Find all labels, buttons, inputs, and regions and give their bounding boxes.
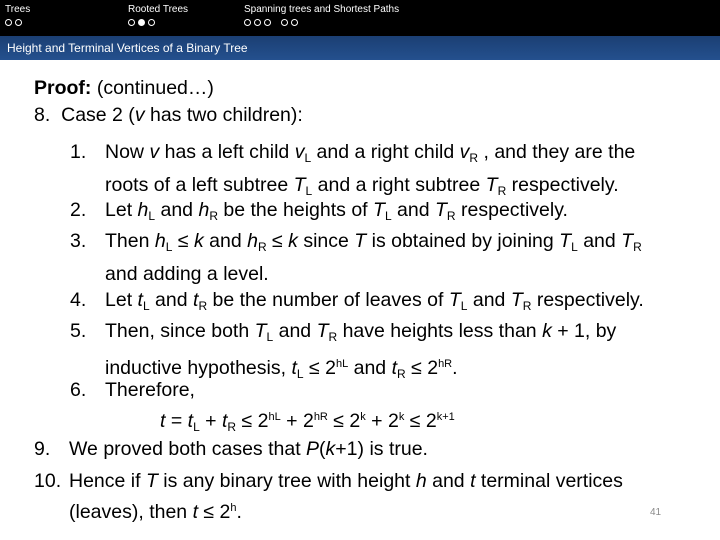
proof-continued: (continued…) — [96, 77, 214, 99]
text: is obtained by joining — [366, 230, 560, 252]
subscript: L — [571, 240, 578, 254]
subscript: R — [633, 240, 642, 254]
superscript: k — [398, 411, 405, 423]
text: + — [199, 410, 222, 432]
math-var: t — [160, 410, 166, 432]
nav-dot[interactable] — [291, 19, 298, 26]
step-number: 1. — [70, 141, 87, 163]
text: be the heights of — [217, 199, 374, 221]
math-var: t — [222, 410, 228, 432]
sub-step-text — [105, 197, 568, 230]
text: and — [391, 199, 435, 221]
math-var: v — [459, 141, 470, 163]
text: (leaves), then — [69, 500, 193, 523]
math-var: T — [373, 199, 385, 221]
math-var: T — [485, 173, 498, 196]
subscript: R — [397, 366, 406, 381]
step-text — [69, 468, 623, 525]
section-subtitle: Height and Terminal Vertices of a Binary Tree — [7, 41, 248, 55]
text: ≤ 2 — [327, 410, 361, 432]
step-number: 9. — [34, 438, 51, 460]
text: + 2 — [280, 410, 314, 432]
text: ( — [319, 438, 326, 460]
text: respectively. — [455, 199, 568, 221]
text: has two children): — [144, 104, 303, 126]
math-var: t — [470, 470, 476, 492]
step-number: 5. — [70, 320, 87, 342]
math-var: k — [288, 230, 298, 252]
text: has a left child — [159, 141, 295, 163]
subscript: R — [328, 330, 338, 344]
math-var: t — [291, 356, 297, 379]
math-var: T — [435, 199, 447, 221]
text: Then, since both — [105, 320, 255, 342]
math-var: t — [192, 500, 198, 523]
subscript: L — [142, 299, 150, 313]
nav-dot[interactable] — [5, 19, 12, 26]
nav-dot[interactable] — [244, 19, 251, 26]
text: and — [203, 230, 248, 252]
text: and — [426, 470, 471, 492]
text: roots of a left subtree — [105, 173, 294, 196]
top-navigation-bar — [0, 0, 720, 36]
math-var: t — [193, 289, 199, 311]
step-number: 4. — [70, 289, 87, 311]
text: terminal vertices — [475, 470, 623, 492]
text: and a right child — [311, 141, 460, 163]
subscript: L — [148, 209, 156, 223]
math-var: T — [293, 173, 306, 196]
text: and a right subtree — [312, 173, 486, 196]
nav-dot[interactable] — [264, 19, 271, 26]
text: Then — [105, 230, 155, 252]
step-number: 2. — [70, 199, 87, 221]
subscript: R — [257, 240, 267, 254]
math-var: h — [137, 199, 149, 221]
text: and — [149, 289, 194, 311]
text: Hence if — [69, 470, 146, 492]
text: Therefore, — [105, 379, 195, 401]
superscript: k — [360, 411, 366, 423]
proof-heading — [34, 75, 214, 102]
text: ≤ 2 — [303, 356, 336, 379]
text: and — [273, 320, 317, 342]
text: is any binary tree with height — [157, 470, 416, 492]
slide-number: 41 — [650, 507, 662, 518]
text: have heights less than — [337, 320, 543, 342]
superscript: hL — [268, 411, 281, 423]
math-var: k — [542, 320, 552, 342]
text: and — [348, 356, 392, 379]
math-var: T — [559, 230, 572, 252]
text: ≤ 2 — [405, 356, 439, 379]
sub-step-text — [105, 228, 642, 287]
section-subtitle-bar — [0, 36, 720, 60]
text: . — [236, 500, 242, 523]
nav-dot[interactable] — [254, 19, 261, 26]
math-var: h — [247, 230, 258, 252]
text: be the number of leaves of — [207, 289, 449, 311]
superscript: hR — [313, 411, 328, 423]
text: We proved both cases that — [69, 438, 307, 460]
math-var: T — [510, 289, 523, 311]
sub-step-text — [105, 139, 635, 204]
math-var: T — [254, 320, 267, 342]
subscript: L — [384, 209, 392, 223]
math-var: v — [294, 141, 305, 163]
text: . — [452, 356, 458, 379]
math-var: t — [187, 410, 194, 432]
nav-dot[interactable] — [281, 19, 288, 26]
subscript: R — [446, 209, 456, 223]
text: and — [577, 230, 622, 252]
subscript: R — [497, 183, 507, 198]
nav-dots — [128, 19, 188, 26]
text: Case 2 ( — [61, 104, 135, 126]
text: ≤ 2 — [236, 410, 269, 432]
superscript: hR — [438, 357, 453, 370]
text: respectively. — [506, 173, 619, 196]
math-var: t — [137, 289, 143, 311]
math-var: h — [154, 230, 166, 252]
subscript: L — [304, 151, 312, 165]
subscript: R — [522, 299, 532, 313]
text: , and they are the — [478, 141, 636, 163]
text: + 2 — [365, 410, 399, 432]
subscript: R — [469, 151, 479, 165]
step-number: 6. — [70, 379, 87, 401]
nav-section-title: Spanning trees and Shortest Paths — [244, 4, 400, 15]
subscript: R — [227, 420, 237, 434]
text: respectively. — [531, 289, 644, 311]
nav-dot[interactable] — [128, 19, 135, 26]
text: + 1, by — [551, 320, 617, 342]
nav-section-title: Rooted Trees — [128, 4, 189, 15]
sub-step-text — [105, 377, 195, 404]
subscript: L — [266, 330, 274, 344]
text: +1) is true. — [335, 438, 428, 460]
math-var: t — [391, 356, 397, 379]
text: ≤ 2 — [197, 500, 231, 523]
math-var: T — [448, 289, 461, 311]
text: = — [165, 410, 188, 432]
step-number: 10. — [34, 470, 62, 492]
superscript: hL — [335, 357, 349, 370]
nav-dots — [5, 19, 30, 26]
math-var: k — [193, 230, 204, 252]
text: ≤ — [266, 230, 289, 252]
subscript: L — [296, 366, 304, 381]
nav-dot[interactable] — [15, 19, 22, 26]
text: since — [297, 230, 355, 252]
math-var: v — [149, 141, 160, 163]
nav-section-rooted-trees[interactable] — [128, 4, 188, 26]
superscript: h — [230, 501, 237, 514]
text: ≤ — [172, 230, 194, 252]
math-var: h — [198, 199, 210, 221]
step-number: 8. — [34, 104, 51, 126]
step-number: 3. — [70, 230, 87, 252]
text: Let — [105, 199, 138, 221]
subscript: L — [460, 299, 468, 313]
proof-label: Proof: — [34, 77, 92, 99]
sub-step-text — [105, 287, 644, 320]
math-var: T — [145, 470, 158, 492]
nav-dot-current[interactable] — [138, 19, 145, 26]
text: Let — [105, 289, 138, 311]
subscript: L — [305, 183, 313, 198]
text: and — [467, 289, 511, 311]
math-var: P — [306, 438, 320, 460]
subscript: L — [193, 420, 200, 434]
nav-dots — [244, 19, 399, 26]
math-var: v — [134, 104, 145, 126]
superscript: k+1 — [436, 411, 455, 423]
nav-section-spanning-trees[interactable] — [244, 4, 399, 26]
text: and — [155, 199, 199, 221]
nav-section-trees[interactable] — [5, 4, 30, 26]
subscript: R — [209, 209, 218, 223]
step-text — [69, 436, 428, 463]
subscript: R — [198, 299, 208, 313]
nav-section-title: Trees — [5, 4, 31, 15]
step-8 — [34, 102, 303, 129]
nav-dot[interactable] — [148, 19, 155, 26]
math-var: k — [325, 438, 336, 460]
text: and adding a level. — [105, 262, 269, 285]
text: inductive hypothesis, — [105, 356, 292, 379]
math-var: T — [316, 320, 329, 342]
math-var: h — [415, 470, 427, 492]
subscript: L — [165, 240, 173, 254]
math-var: T — [354, 230, 367, 252]
math-var: T — [621, 230, 634, 252]
text: Now — [105, 141, 150, 163]
text: ≤ 2 — [404, 410, 437, 432]
